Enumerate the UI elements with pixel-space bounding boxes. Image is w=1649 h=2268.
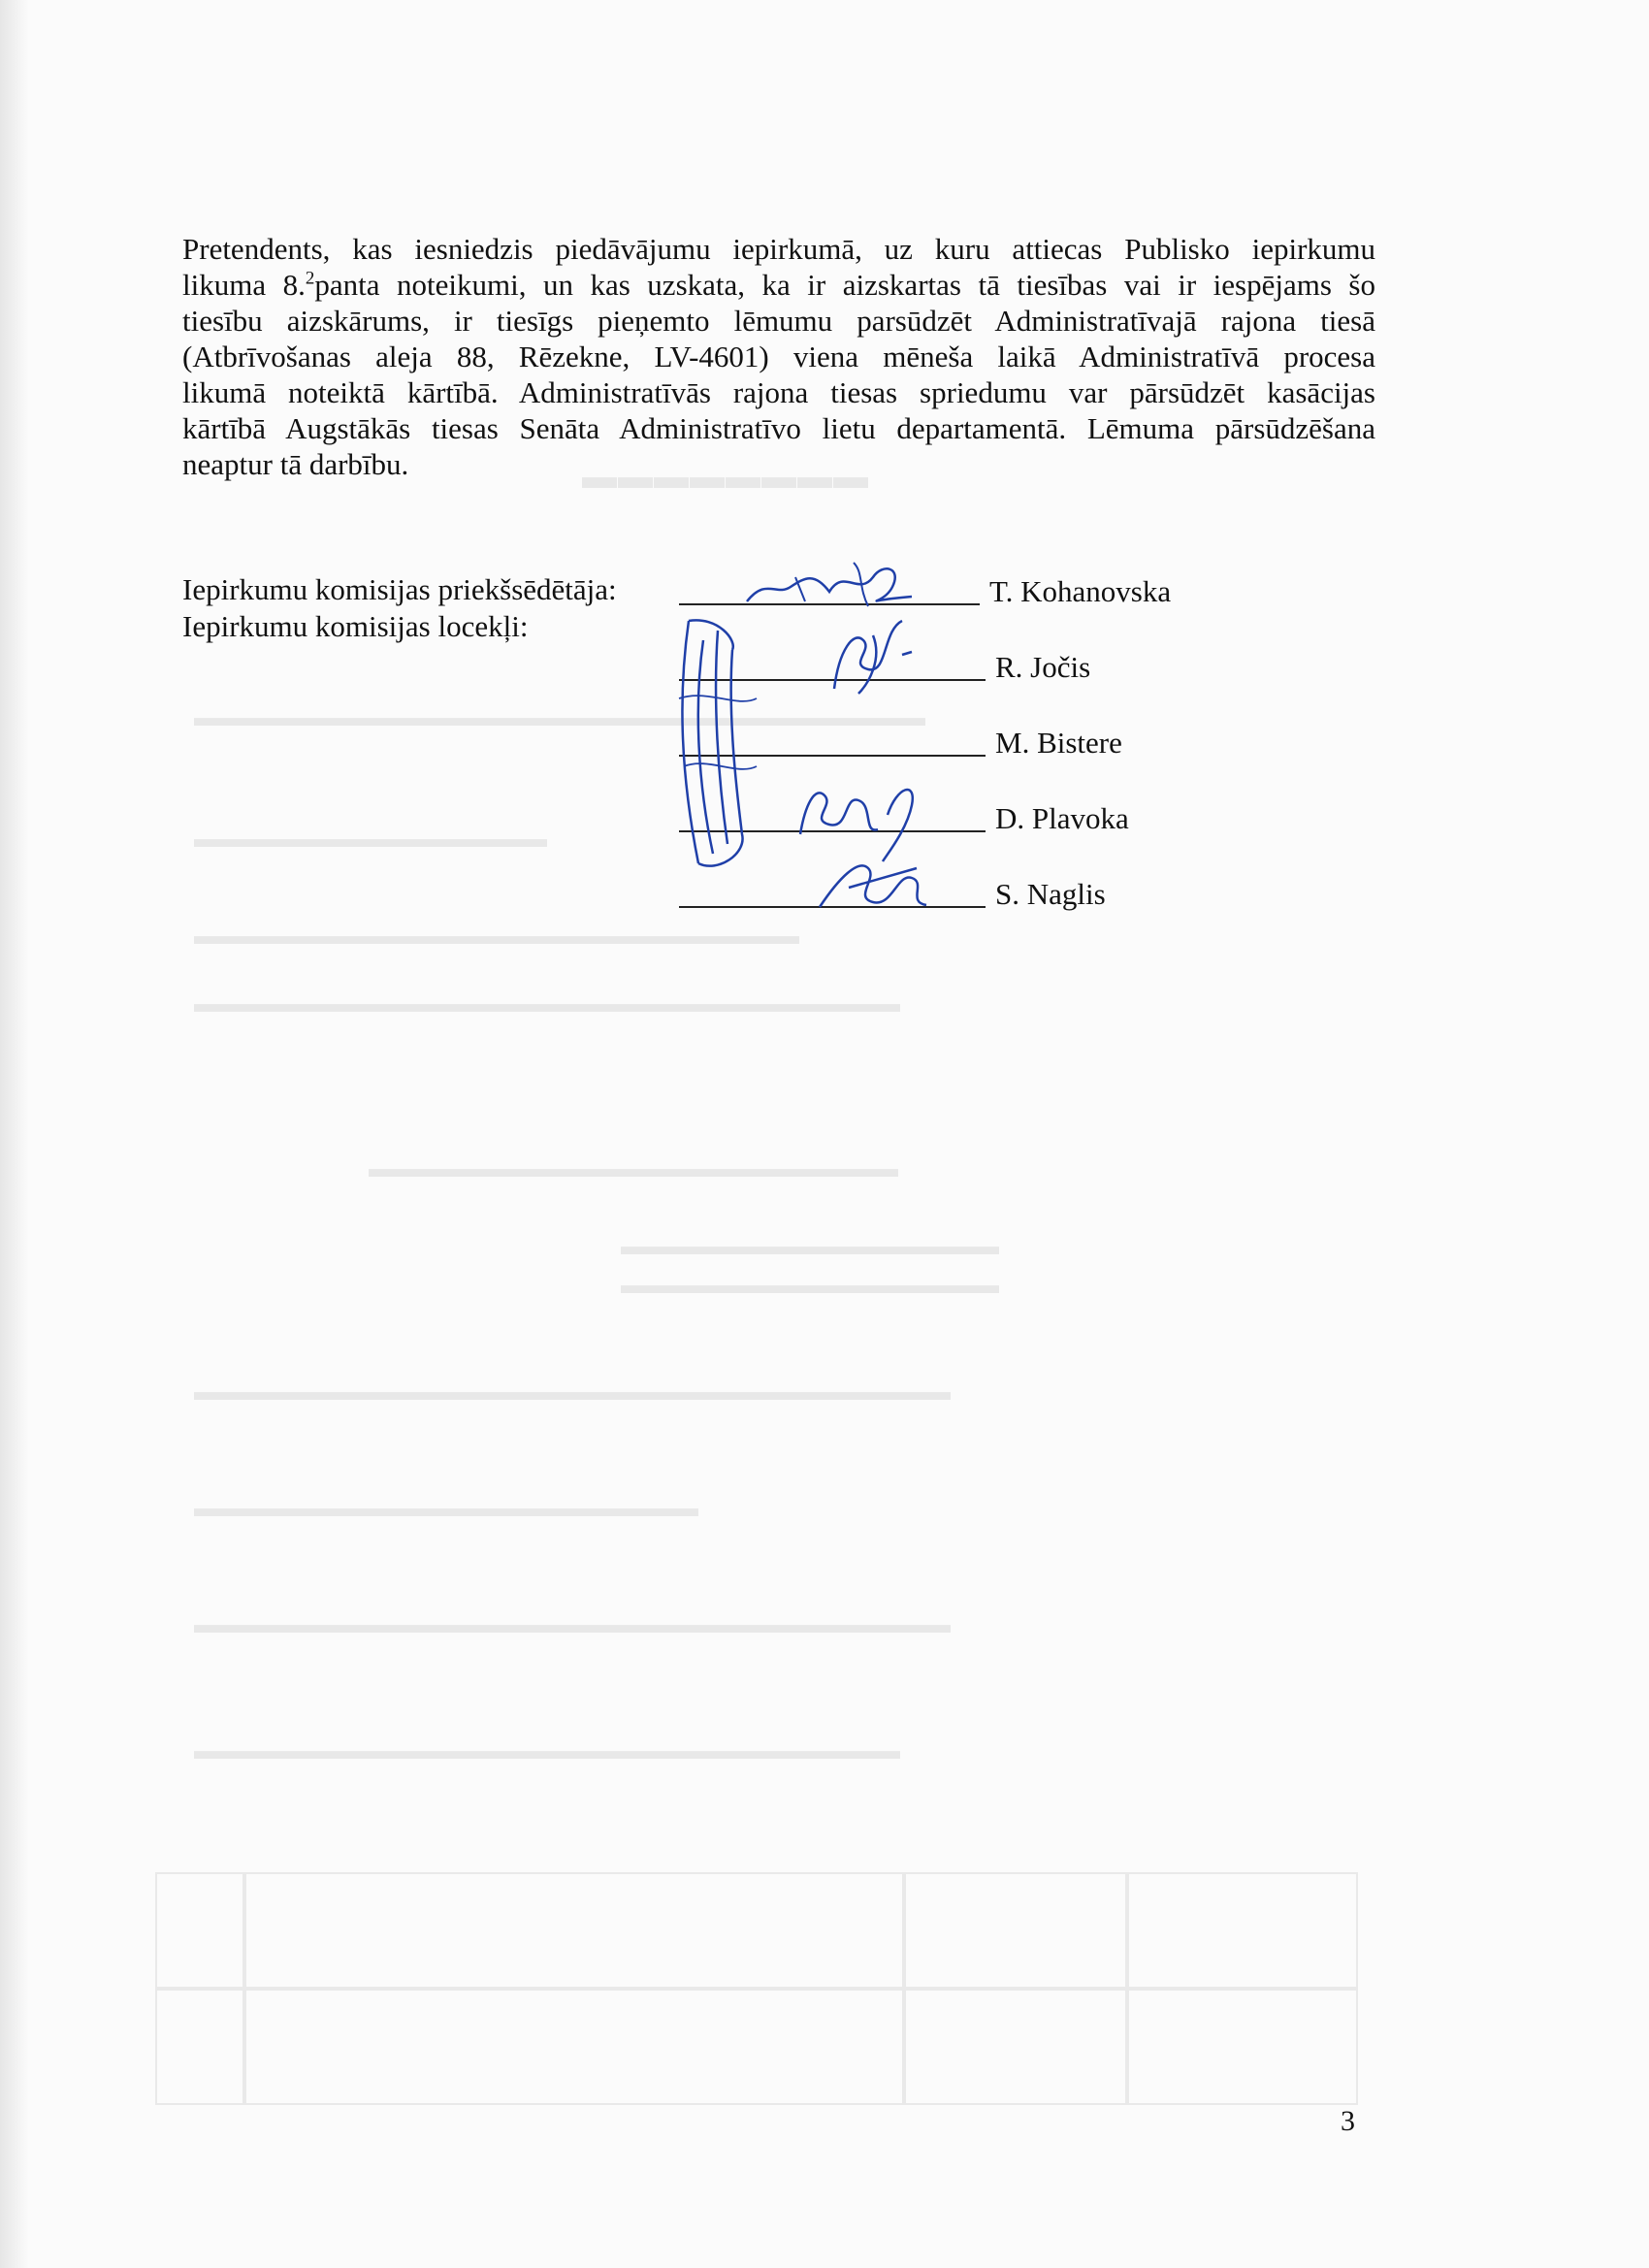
signature-naglis	[810, 849, 936, 917]
scan-edge-shadow	[0, 0, 29, 2268]
signatory-name: T. Kohanovska	[989, 574, 1172, 608]
paragraph-line: tiesību aizskārums, ir tiesīgs pieņemto lēmumu parsūdzēt Administratīvajā rajona tiesā	[182, 304, 1375, 338]
paragraph-line: likuma 8.$^2$panta noteikumi, un kas uzskata, ka ir aizskartas tā tiesības vai ir iespējams šo	[182, 268, 1375, 302]
signatory-name: R. Jočis	[995, 650, 1091, 684]
paragraph-line: (Atbrīvošanas aleja 88, Rēzekne, LV-4601) viena mēneša laikā Administratīvā procesa	[182, 340, 1375, 373]
signatory-name: M. Bistere	[995, 726, 1122, 760]
paragraph-line: likumā noteiktā kārtībā. Administratīvās rajona tiesas spriedumu var pārsūdzēt kasācijas	[182, 375, 1375, 409]
members-label: Iepirkumu komisijas locekļi:	[182, 609, 529, 643]
signature-jocis	[815, 611, 922, 698]
chair-label: Iepirkumu komisijas priekšsēdētāja:	[182, 572, 617, 606]
appeal-paragraph	[182, 231, 1375, 482]
paragraph-line: neaptur tā darbību.	[182, 447, 409, 481]
signature-bistere	[660, 611, 766, 873]
superscript: 2	[305, 268, 315, 289]
page-number: 3	[1341, 2105, 1355, 2137]
signature-kohanovska	[737, 558, 922, 616]
signatory-name: S. Naglis	[995, 877, 1106, 911]
signatory-name: D. Plavoka	[995, 801, 1129, 835]
paragraph-line: Pretendents, kas iesniedzis piedāvājumu iepirkumā, uz kuru attiecas Publisko iepirkumu	[182, 232, 1375, 266]
paragraph-line: kārtībā Augstākās tiesas Senāta Administratīvo lietu departamentā. Lēmuma pārsūdzēšana	[182, 411, 1375, 445]
